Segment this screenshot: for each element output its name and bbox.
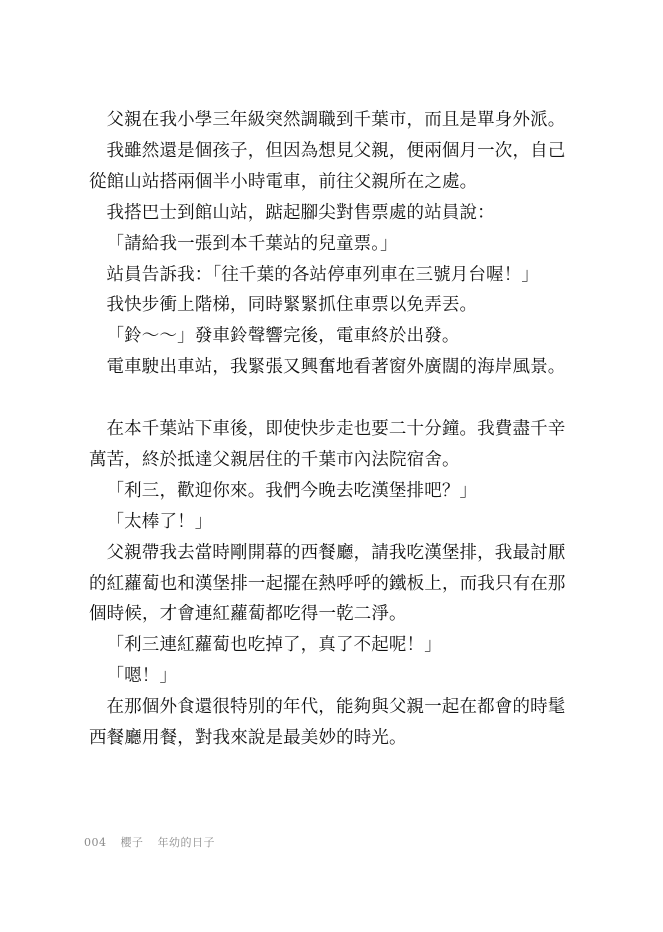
paragraph: 「嗯！」 xyxy=(106,666,178,687)
body-text xyxy=(89,105,579,754)
chapter-title: 年幼的日子 xyxy=(157,836,215,849)
paragraph: 「太棒了！」 xyxy=(106,511,213,532)
section-gap xyxy=(89,383,579,414)
paragraph: 我快步衝上階梯，同時緊緊抓住車票以免弄丟。 xyxy=(106,295,478,316)
paragraph: 「利三，歡迎你來。我們今晚去吃漢堡排吧？」 xyxy=(106,480,478,501)
section-title: 櫻子 xyxy=(120,836,144,849)
paragraph: 父親帶我去當時剛開幕的西餐廳，請我吃漢堡排，我最討厭的紅蘿蔔也和漢堡排一起擺在熱呼呼的鐵板上，而我只有在那個時候，才會連紅蘿蔔都吃得一乾二淨。 xyxy=(89,542,566,625)
page-number: 004 xyxy=(84,836,107,849)
paragraph: 在那個外食還很特別的年代，能夠與父親一起在都會的時髦西餐廳用餐，對我來說是最美妙的時光。 xyxy=(89,697,566,749)
paragraph: 「鈴～～」發車鈴聲響完後，電車終於出發。 xyxy=(106,326,460,347)
page-footer xyxy=(84,834,225,850)
paragraph: 我雖然還是個孩子，但因為想見父親，便兩個月一次，自己從館山站搭兩個半小時電車，前往父親所在之處。 xyxy=(89,140,566,192)
paragraph: 站員告訴我：「往千葉的各站停車列車在三號月台喔！」 xyxy=(106,264,539,285)
paragraph: 「利三連紅蘿蔔也吃掉了，真了不起呢！」 xyxy=(106,635,442,656)
paragraph: 父親在我小學三年級突然調職到千葉市，而且是單身外派。 xyxy=(106,110,566,130)
paragraph: 電車駛出車站，我緊張又興奮地看著窗外廣闊的海岸風景。 xyxy=(106,357,566,378)
paragraph: 「請給我一張到本千葉站的兒童票。」 xyxy=(106,233,398,254)
paragraph: 在本千葉站下車後，即使快步走也要二十分鐘。我費盡千辛萬苦，終於抵達父親居住的千葉市內法院宿舍。 xyxy=(89,419,566,470)
paragraph: 我搭巴士到館山站，踮起腳尖對售票處的站員說： xyxy=(106,202,495,223)
